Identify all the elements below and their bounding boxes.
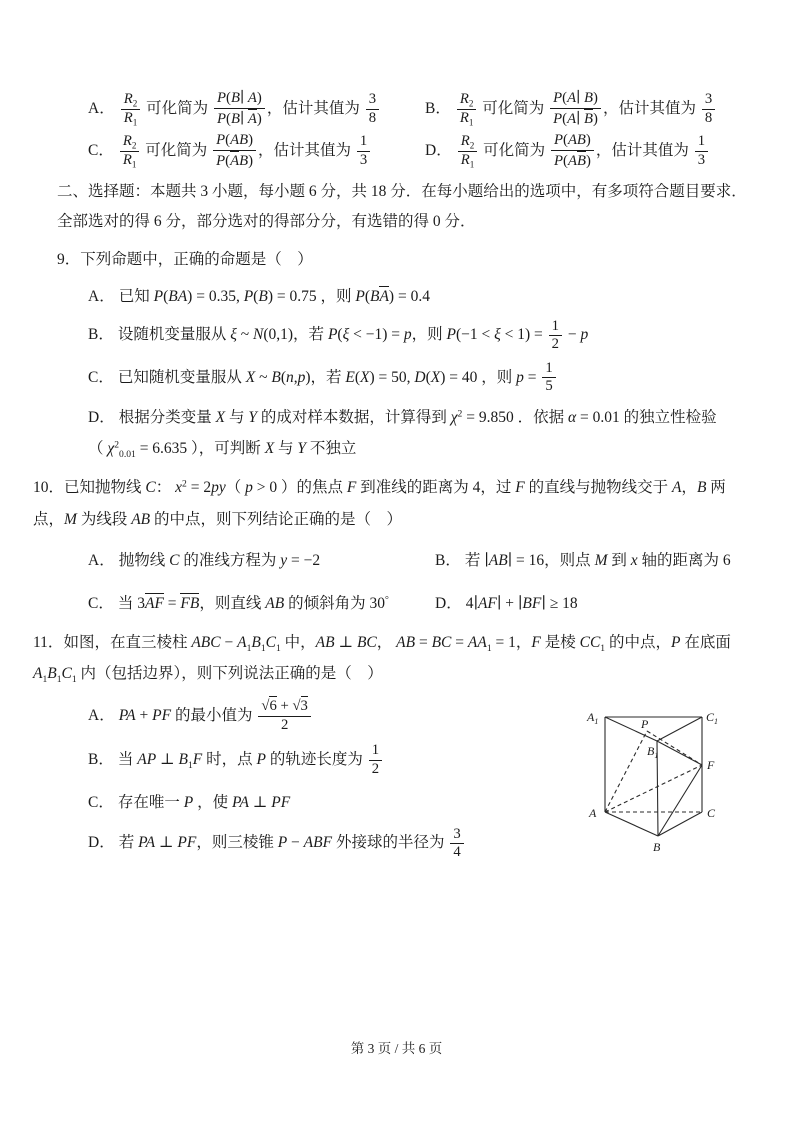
prism-figure xyxy=(585,700,727,860)
option-text: 根据分类变量 X 与 Y 的成对样本数据，计算得到 $\chi^2 = 9.850$ ．依据 α = 0.01 的独立性检验 （ $\chi^2_{0.01} = 6.635$ ），可判断 X 与 Y 不独立 xyxy=(88,408,717,460)
question-text: 如图，在直三棱柱 ABC − $A_1B_1C_1$ 中，AB ⊥ BC， AB = BC = $AA_1 = 1$，F 是棱 $CC_1$ 的中点，P 在底面 $A_1B_1C_1$ 内（包括边界），则下列说法正确的是（ ） xyxy=(33,633,731,686)
question-text: 已知抛物线 C： $x^2 = 2py$（ p > 0 ）的焦点 F 到准线的距离为 4，过 F 的直线与抛物线交于 A，B 两点，M 为线段 AB 的中点，则下列结论正确的是（ ） xyxy=(33,478,726,528)
option-label: C． xyxy=(88,793,114,811)
q11-stem xyxy=(33,627,753,691)
q8-options-row-2 xyxy=(88,132,753,170)
q10-option-d xyxy=(435,589,753,618)
question-number: 10． xyxy=(33,479,65,497)
option-label: B． xyxy=(425,99,451,117)
q11-option-d xyxy=(88,826,557,862)
option-text: 设随机变量服从 ξ ~ N(0,1)，若 P(ξ < −1) = p，则 P(−1 < ξ < 1) = $\frac{1}{2}$ − p xyxy=(117,317,589,353)
option-text: 若 ∣AB∣ = 16，则点 M 到 x 轴的距离为 6 xyxy=(464,551,731,569)
question-9 xyxy=(57,245,753,464)
q9-stem xyxy=(57,245,753,274)
question-10 xyxy=(33,472,753,618)
vertex-label-b: B xyxy=(653,840,661,855)
option-text: 已知随机变量服从 X ~ B(n,p)，若 E(X) = 50, D(X) = 40 ，则 p = $\frac{1}{5}$ xyxy=(118,369,558,386)
option-label: B． xyxy=(435,551,461,569)
q10-option-b xyxy=(435,546,753,575)
vertex-label-c1: $C_1$ xyxy=(706,710,719,727)
q10-option-a xyxy=(88,546,435,575)
option-text: 当 AP ⊥ $B_1F$ 时，点 P 的轨迹长度为 $\frac{1}{2}$ xyxy=(118,751,384,768)
q10-options-row-2 xyxy=(88,589,753,618)
option-text: 4∣AF∣ + ∣BF∣ ≥ 18 xyxy=(465,595,578,613)
q11-option-a xyxy=(88,698,557,734)
page-footer: 第 3 页 / 共 6 页 xyxy=(350,1041,443,1056)
vertex-label-f: F xyxy=(707,758,715,773)
q11-options xyxy=(57,698,557,862)
q10-options-row-1 xyxy=(88,546,753,575)
option-label: B． xyxy=(88,751,114,769)
option-text: PA + PF 的最小值为 $\frac{√6 + √3}{2}$ xyxy=(119,707,313,724)
option-text: 当 3AF = FB，则直线 AB 的倾斜角为 30° xyxy=(117,594,389,613)
option-label: B． xyxy=(88,326,114,344)
q11-option-c xyxy=(88,787,557,818)
vertex-label-a: A xyxy=(589,806,597,821)
q11-option-b xyxy=(88,742,557,778)
q9-option-b xyxy=(88,318,753,354)
option-text: $\frac{R_2}{R_1}$ 可化简为 $\frac{P(AB)}{P(AB)}$ ，估计其值为 $\frac{1}{3}$ xyxy=(456,142,710,159)
vertex-label-p: P xyxy=(641,717,649,732)
q8-option-c xyxy=(88,132,425,170)
question-number: 11． xyxy=(33,633,64,651)
q9-option-a xyxy=(88,281,753,312)
vertex-label-a1: $A_1$ xyxy=(587,710,599,727)
option-text: 抛物线 C 的准线方程为 y = −2 xyxy=(118,551,321,569)
section-2-header: 二、选择题：本题共 3 小题，每小题 6 分，共 18 分．在每小题给出的选项中，有多项符合题目要求．全部选对的得 6 分，部分选对的得部分分，有选错的得 0 分． xyxy=(57,182,747,230)
option-label: A． xyxy=(88,706,115,724)
option-label: D． xyxy=(435,595,462,613)
option-label: A． xyxy=(88,99,115,117)
q11-body xyxy=(57,698,753,862)
q9-option-c xyxy=(88,360,753,396)
q8-option-b xyxy=(425,90,753,128)
vertex-label-c: C xyxy=(707,806,716,821)
option-label: D． xyxy=(88,409,115,427)
option-text: $\frac{R_2}{R_1}$ 可化简为 $\frac{P(AB)}{P(AB)}$ ，估计其值为 $\frac{1}{3}$ xyxy=(118,142,372,159)
question-text: 下列命题中，正确的命题是（ ） xyxy=(80,251,313,269)
question-number: 9． xyxy=(57,251,81,269)
option-label: C． xyxy=(88,368,114,386)
q9-option-d xyxy=(88,402,753,464)
option-text: 若 PA ⊥ PF，则三棱锥 P − ABF 外接球的半径为 $\frac{3}{4}$ xyxy=(119,834,466,851)
q10-stem xyxy=(33,472,753,536)
q10-option-c xyxy=(88,589,435,618)
q8-option-d xyxy=(425,132,753,170)
q8-option-a xyxy=(88,90,425,128)
option-label: D． xyxy=(88,834,115,852)
option-text: 已知 P(BA) = 0.35, P(B) = 0.75 ，则 P(BA) = 0.4 xyxy=(118,287,430,305)
option-label: A． xyxy=(88,287,115,305)
option-label: A． xyxy=(88,551,115,569)
q8-options-row-1 xyxy=(88,90,753,128)
option-label: C． xyxy=(88,142,114,160)
question-11 xyxy=(33,627,753,862)
option-label: C． xyxy=(88,595,114,613)
option-text: $\frac{R_2}{R_1}$ 可化简为 $\frac{P(A∣ B)}{P(A∣ B)}$ ，估计其值为 $\frac{3}{8}$ xyxy=(455,100,717,117)
option-text: 存在唯一 P ，使 PA ⊥ PF xyxy=(117,793,291,811)
option-text: $\frac{R_2}{R_1}$ 可化简为 $\frac{P(B∣ A)}{P(B∣ A)}$ ，估计其值为 $\frac{3}{8}$ xyxy=(119,100,381,117)
option-label: D． xyxy=(425,142,452,160)
vertex-label-b1: $B_1$ xyxy=(647,744,659,761)
prism-svg xyxy=(585,700,727,860)
